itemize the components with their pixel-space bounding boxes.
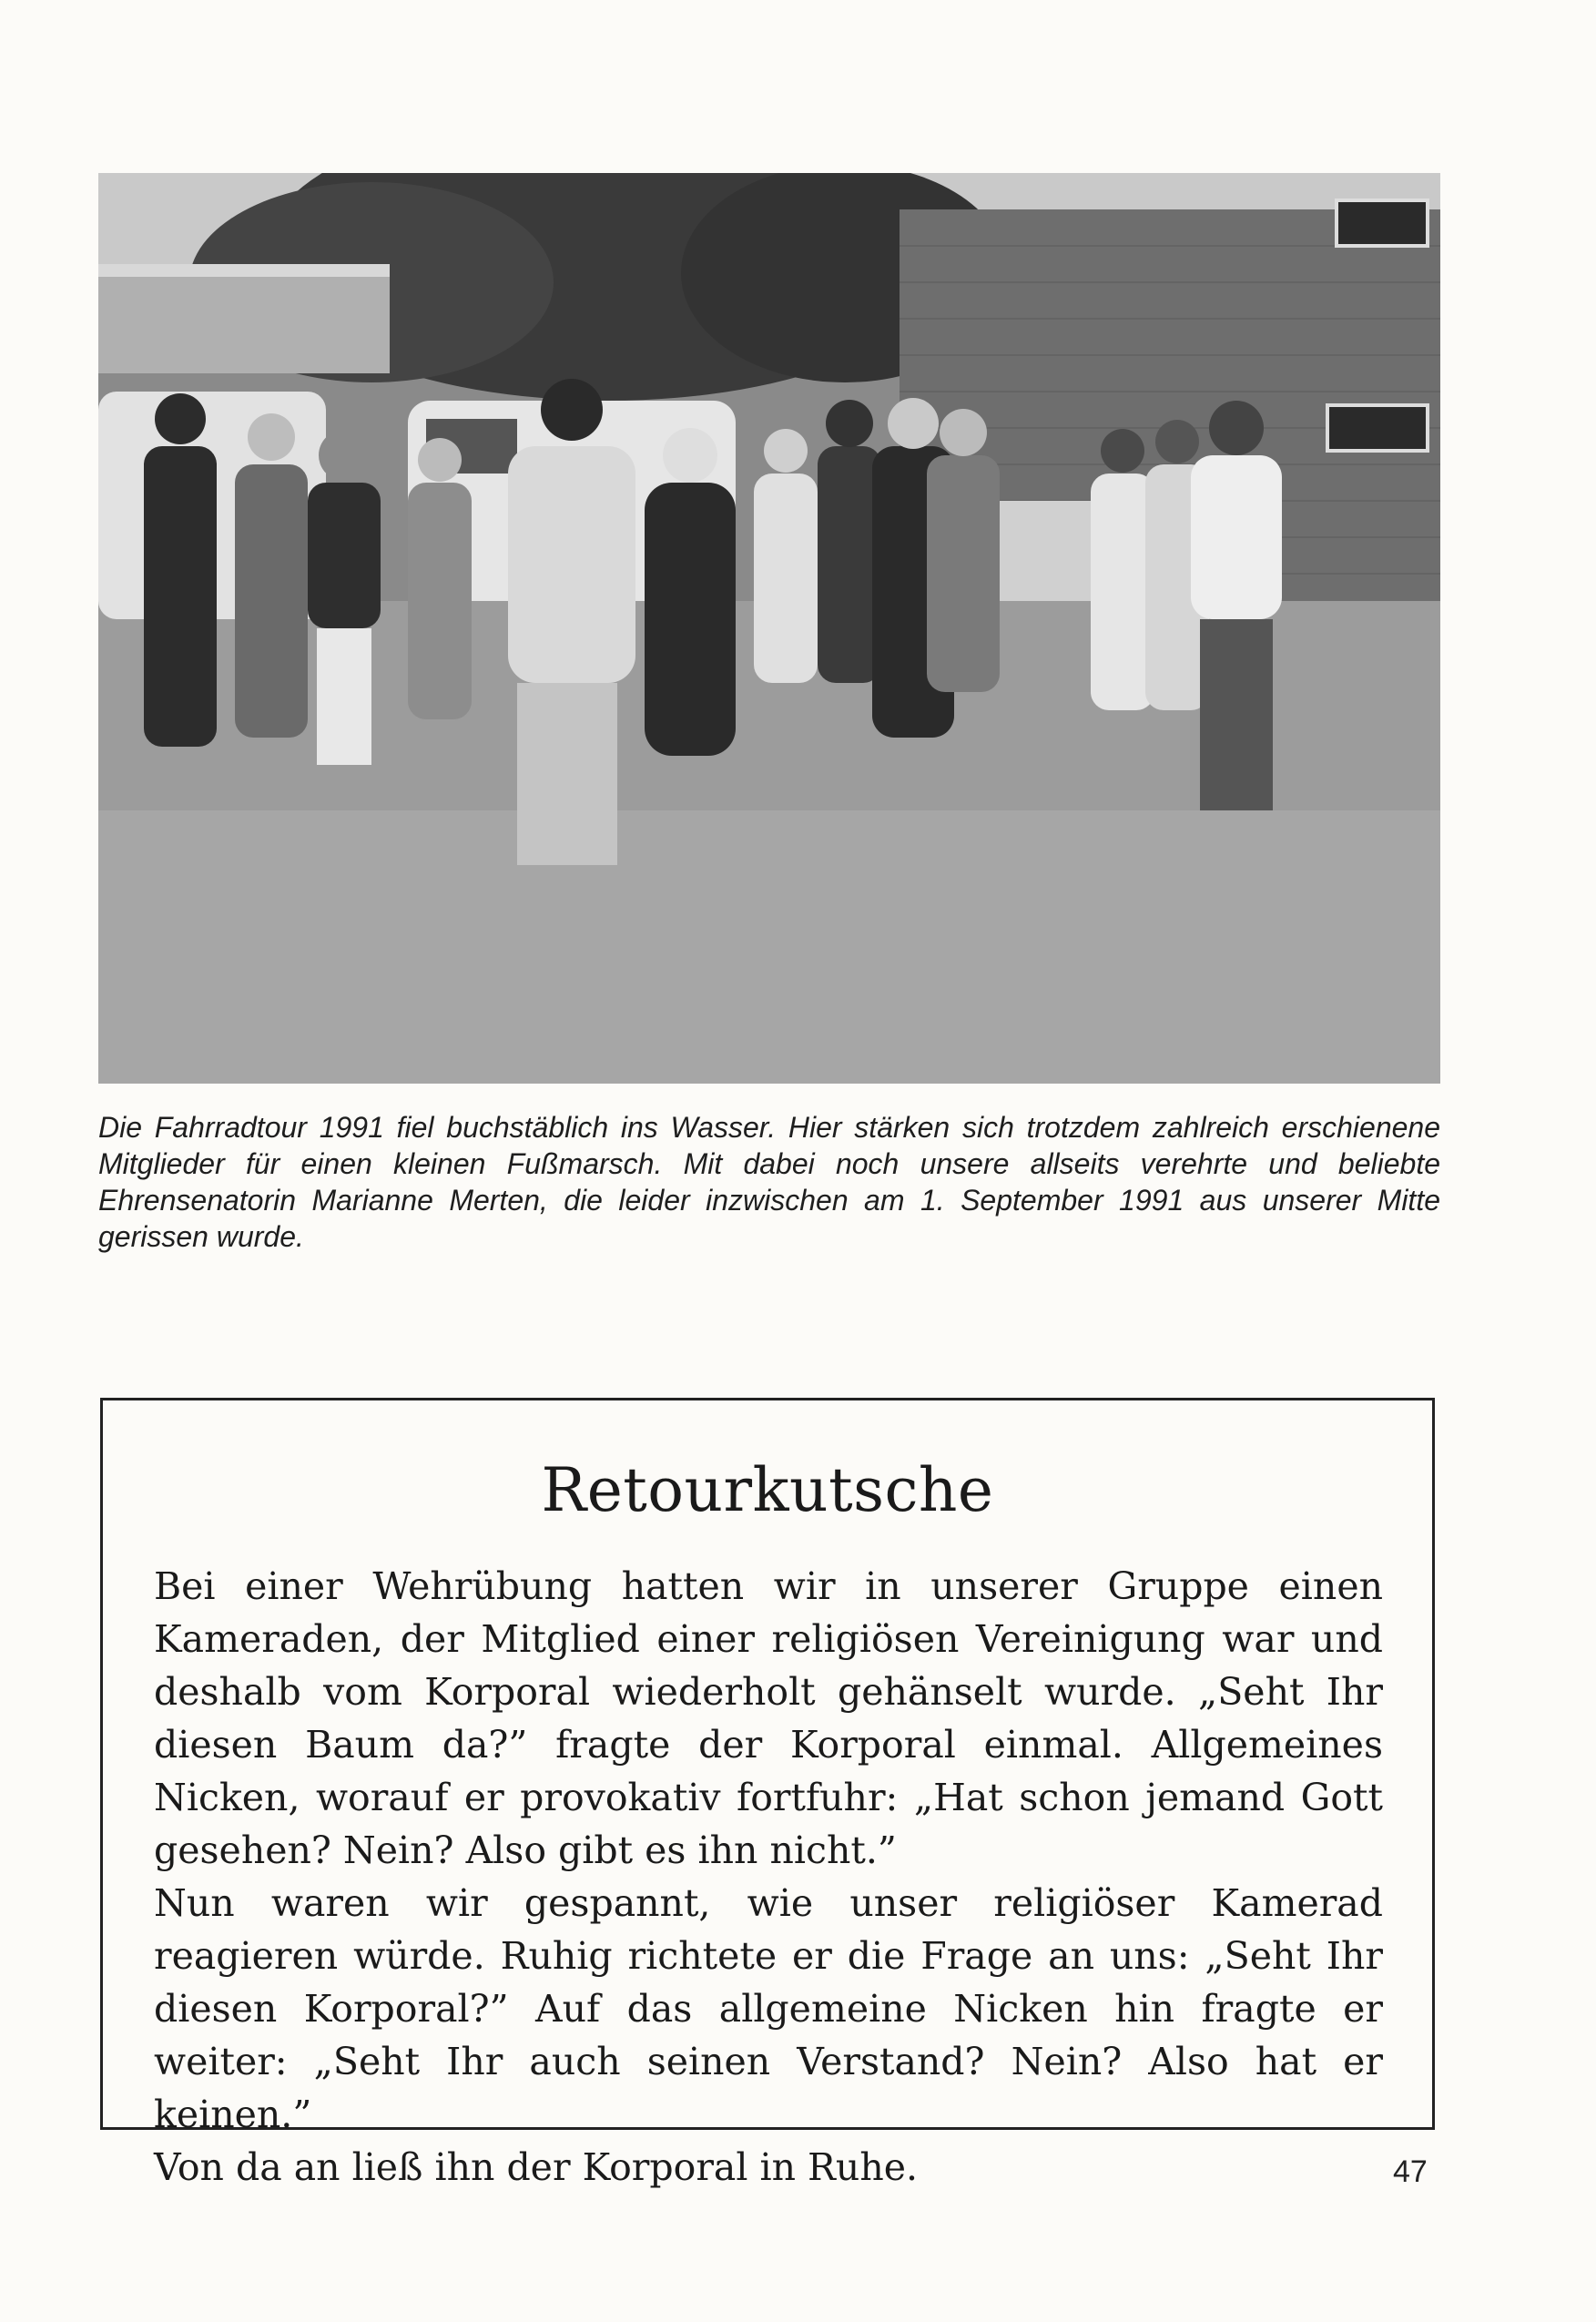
group-photo	[98, 173, 1440, 1084]
story-title: Retourkutsche	[541, 1455, 994, 1525]
story-paragraph: Von da an ließ ihn der Korporal in Ruhe.	[154, 2145, 919, 2189]
page-number: 47	[1393, 2154, 1428, 2189]
photo-caption: Die Fahrradtour 1991 fiel buchstäblich ins Wasser. Hier stärken sich trotzdem zahlreich erschienene Mitglieder für einen kleinen Fußmarsch. Mit dabei noch unsere allseits verehrte und beliebte Ehrensenatorin Marianne Merten, die leider inzwischen am 1. September 1991 aus unserer Mitte gerissen wurde.	[98, 1111, 1440, 1253]
story-paragraph: Nun waren wir gespannt, wie unser religiöser Kamerad reagieren würde. Ruhig richtete er die Frage an uns: „Seht Ihr diesen Korporal?” Auf das allgemeine Nicken hin fragte er weiter: „Seht Ihr auch seinen Verstand? Nein? Also hat er keinen.”	[154, 1881, 1383, 2136]
group-photo-illustration	[98, 173, 1440, 1084]
story-body	[154, 1560, 1383, 2194]
story-paragraph: Bei einer Wehrübung hatten wir in unserer Gruppe einen Kameraden, der Mitglied einer religiösen Vereinigung war und deshalb vom Korporal wiederholt gehänselt wurde. „Seht Ihr diesen Baum da?” fragte der Korporal einmal. Allgemeines Nicken, worauf er provokativ fortfuhr: „Hat schon jemand Gott gesehen? Nein? Also gibt es ihn nicht.”	[154, 1564, 1383, 1872]
